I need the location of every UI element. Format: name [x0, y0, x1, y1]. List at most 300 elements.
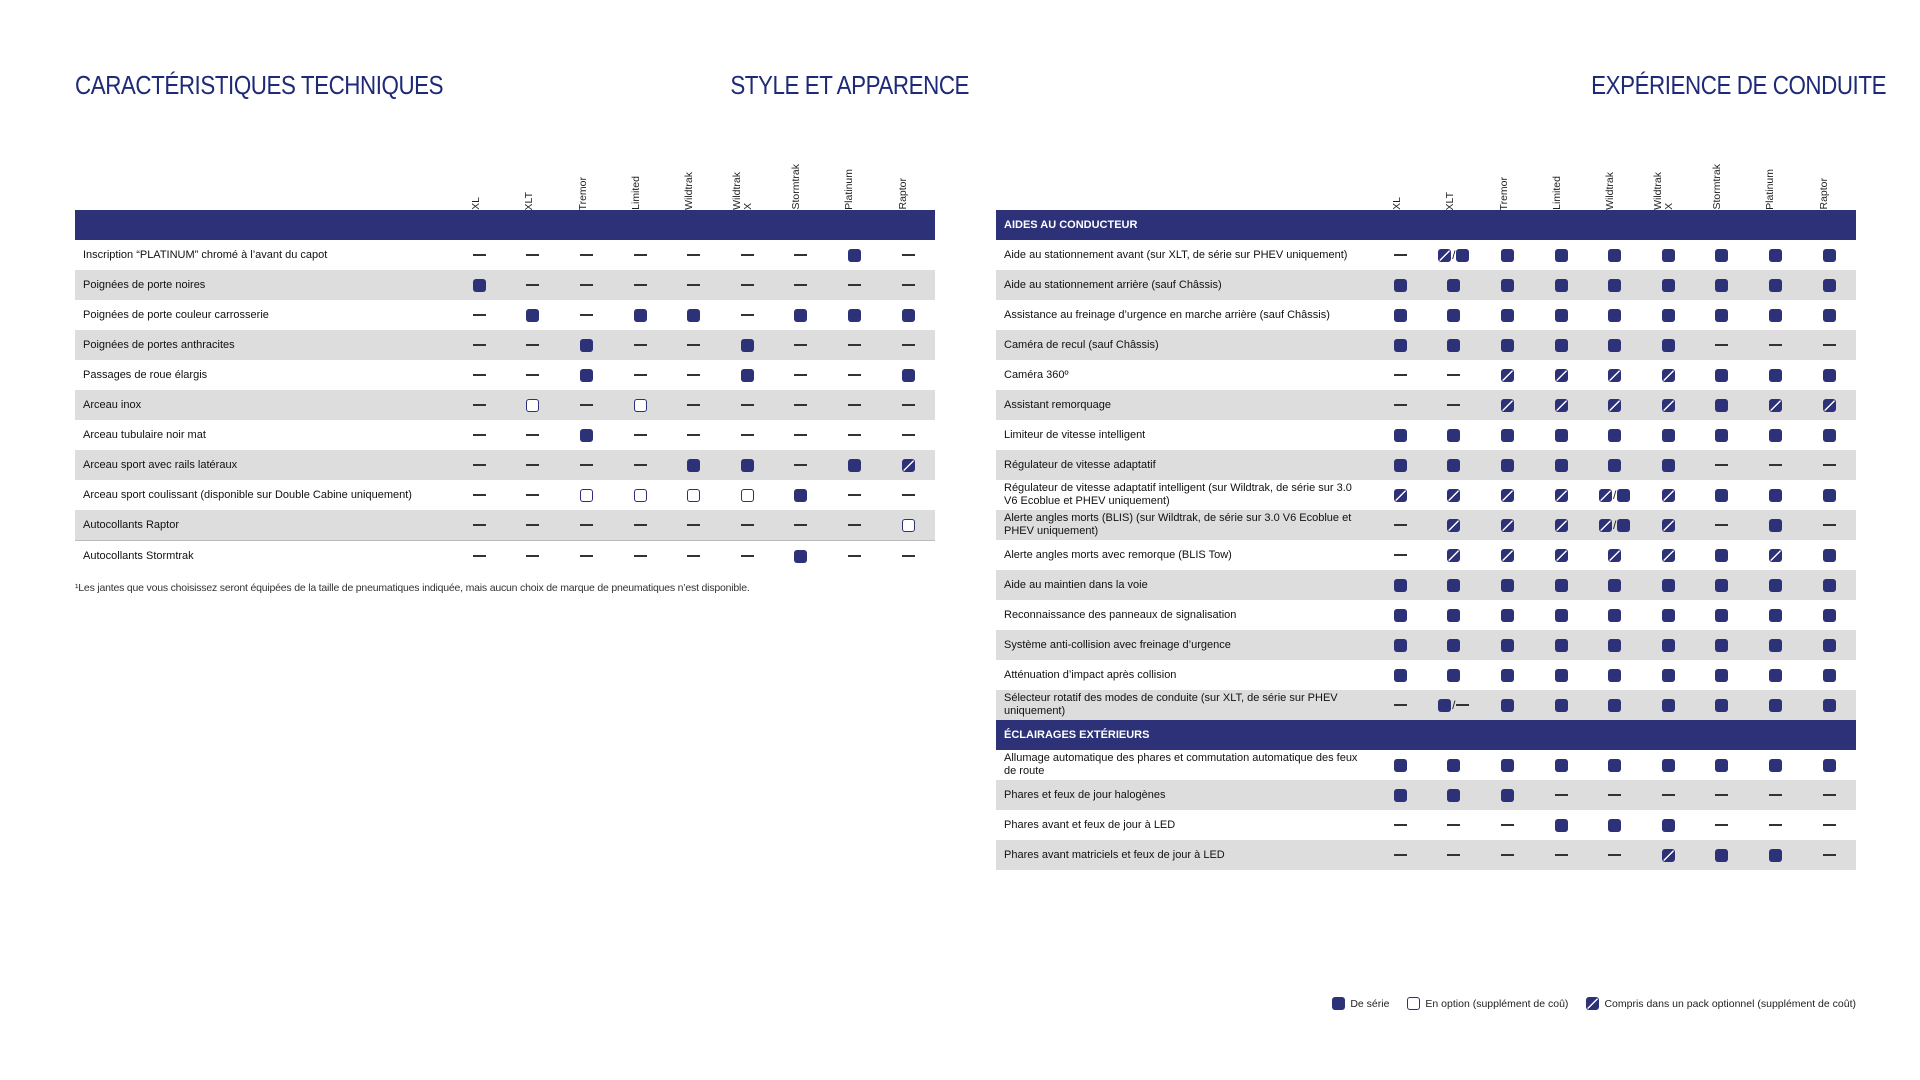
row-label: Poignées de portes anthracites	[75, 330, 452, 360]
not-available-icon	[1715, 794, 1728, 796]
availability-cell	[1534, 810, 1588, 840]
availability-cell	[1802, 390, 1856, 420]
not-available-icon	[848, 374, 861, 376]
not-available-icon	[741, 434, 754, 436]
table-row	[996, 780, 1856, 810]
availability-cell	[560, 300, 614, 330]
standard-icon	[902, 369, 915, 382]
availability-cell	[881, 390, 935, 420]
table-row	[75, 480, 935, 510]
availability-cell	[1641, 570, 1695, 600]
column-header-label: Wildtrak	[1604, 172, 1617, 210]
not-available-icon	[687, 524, 700, 526]
pack-icon	[1501, 399, 1514, 412]
standard-icon	[1823, 249, 1836, 262]
availability-cell	[1481, 690, 1535, 720]
availability-cell	[828, 510, 882, 541]
not-available-icon	[634, 284, 647, 286]
standard-icon	[1501, 249, 1514, 262]
availability-cell	[1427, 750, 1481, 780]
availability-cell	[1534, 270, 1588, 300]
column-header-label: Tremor	[1497, 176, 1510, 210]
not-available-icon	[848, 404, 861, 406]
pack-icon	[902, 459, 915, 472]
column-header-label: Tremor	[576, 176, 589, 210]
not-available-icon	[580, 314, 593, 316]
availability-cell	[506, 330, 560, 360]
standard-icon	[1715, 399, 1728, 412]
availability-cell	[1695, 390, 1749, 420]
availability-cell	[881, 240, 935, 270]
not-available-icon	[687, 254, 700, 256]
standard-icon	[741, 339, 754, 352]
not-available-icon	[1769, 464, 1782, 466]
standard-icon	[1823, 699, 1836, 712]
pack-icon	[1823, 399, 1836, 412]
column-header	[823, 150, 876, 210]
availability-cell	[1427, 300, 1481, 330]
not-available-icon	[848, 555, 861, 557]
availability-cell	[1802, 510, 1856, 540]
availability-cell	[1534, 780, 1588, 810]
availability-cell	[1373, 600, 1427, 630]
standard-icon	[1501, 789, 1514, 802]
not-available-icon	[526, 284, 539, 286]
availability-cell	[1695, 630, 1749, 660]
table-row	[996, 300, 1856, 330]
availability-cell	[828, 450, 882, 480]
availability-cell	[1641, 240, 1695, 270]
standard-icon	[1662, 429, 1675, 442]
not-available-icon	[848, 284, 861, 286]
availability-cell	[1749, 840, 1803, 870]
availability-cell	[720, 270, 774, 300]
availability-cell	[774, 270, 828, 300]
availability-cell	[1641, 360, 1695, 390]
standard-icon	[526, 309, 539, 322]
not-available-icon	[1823, 524, 1836, 526]
not-available-icon	[1394, 704, 1407, 706]
section-header	[75, 210, 935, 240]
availability-cell	[613, 330, 667, 360]
row-label: Atténuation d’impact après collision	[996, 660, 1373, 690]
pack-icon	[1608, 549, 1621, 562]
availability-cell	[1641, 330, 1695, 360]
standard-icon	[1394, 789, 1407, 802]
availability-cell	[1641, 810, 1695, 840]
column-header-label: Wildtrak X	[1652, 172, 1676, 210]
not-available-icon	[848, 434, 861, 436]
not-available-icon	[580, 524, 593, 526]
availability-cell	[720, 420, 774, 450]
not-available-icon	[848, 494, 861, 496]
column-header	[717, 150, 770, 210]
not-available-icon	[687, 344, 700, 346]
option-icon	[1407, 997, 1420, 1010]
availability-cell	[774, 360, 828, 390]
not-available-icon	[473, 254, 486, 256]
availability-cell	[1749, 300, 1803, 330]
not-available-icon	[1447, 374, 1460, 376]
availability-cell	[1749, 540, 1803, 570]
availability-cell	[1749, 360, 1803, 390]
availability-cell	[828, 240, 882, 270]
availability-cell	[506, 240, 560, 270]
table-row	[75, 240, 935, 270]
not-available-icon	[634, 254, 647, 256]
row-label: Limiteur de vitesse intelligent	[996, 420, 1373, 450]
pack-icon	[1555, 519, 1568, 532]
standard-icon	[1555, 279, 1568, 292]
pack-icon	[1501, 369, 1514, 382]
standard-icon	[1608, 579, 1621, 592]
availability-cell	[774, 240, 828, 270]
availability-cell	[506, 300, 560, 330]
availability-cell	[881, 450, 935, 480]
standard-icon	[1662, 609, 1675, 622]
not-available-icon	[526, 254, 539, 256]
availability-cell	[1749, 450, 1803, 480]
availability-cell	[1695, 690, 1749, 720]
column-header	[1531, 150, 1584, 210]
standard-icon	[1555, 669, 1568, 682]
availability-cell	[828, 480, 882, 510]
not-available-icon	[1823, 464, 1836, 466]
standard-icon	[1447, 669, 1460, 682]
table-row	[996, 390, 1856, 420]
availability-cell	[613, 420, 667, 450]
standard-icon	[1823, 309, 1836, 322]
page-title-technical: CARACTÉRISTIQUES TECHNIQUES	[75, 70, 444, 100]
availability-cell	[667, 390, 721, 420]
standard-icon	[1555, 429, 1568, 442]
standard-icon	[1662, 249, 1675, 262]
standard-icon	[1769, 369, 1782, 382]
availability-cell	[1373, 300, 1427, 330]
option-icon	[526, 399, 539, 412]
not-available-icon	[526, 344, 539, 346]
availability-cell	[881, 360, 935, 390]
pack-icon	[1662, 369, 1675, 382]
availability-cell	[452, 300, 506, 330]
availability-cell	[1641, 660, 1695, 690]
availability-cell	[560, 450, 614, 480]
availability-cell	[828, 541, 882, 572]
section-header	[996, 720, 1856, 750]
standard-icon	[1608, 429, 1621, 442]
row-label: Aide au maintien dans la voie	[996, 570, 1373, 600]
column-header	[503, 150, 556, 210]
style-table	[75, 210, 935, 571]
availability-cell	[1749, 510, 1803, 540]
availability-cell	[1588, 690, 1642, 720]
column-header	[663, 150, 716, 210]
standard-icon	[1823, 369, 1836, 382]
standard-icon	[1662, 669, 1675, 682]
availability-cell	[1481, 780, 1535, 810]
not-available-icon	[634, 344, 647, 346]
availability-cell	[667, 450, 721, 480]
not-available-icon	[526, 494, 539, 496]
availability-cell	[1749, 780, 1803, 810]
availability-cell	[1695, 240, 1749, 270]
row-label: Caméra de recul (sauf Châssis)	[996, 330, 1373, 360]
not-available-icon	[526, 434, 539, 436]
not-available-icon	[1394, 254, 1407, 256]
not-available-icon	[902, 555, 915, 557]
not-available-icon	[794, 374, 807, 376]
availability-cell	[452, 270, 506, 300]
not-available-icon	[794, 524, 807, 526]
column-header	[450, 150, 503, 210]
availability-cell	[560, 330, 614, 360]
pack-icon	[1501, 549, 1514, 562]
table-row	[75, 300, 935, 330]
availability-cell	[1588, 480, 1642, 510]
not-available-icon	[473, 494, 486, 496]
availability-cell	[1641, 780, 1695, 810]
availability-cell	[1534, 390, 1588, 420]
column-header	[1424, 150, 1477, 210]
standard-icon	[1823, 669, 1836, 682]
standard-icon	[1394, 669, 1407, 682]
availability-cell	[720, 510, 774, 541]
availability-cell	[613, 360, 667, 390]
standard-icon	[1456, 249, 1469, 262]
availability-cell	[1427, 330, 1481, 360]
not-available-icon	[741, 555, 754, 557]
standard-icon	[1715, 429, 1728, 442]
standard-icon	[580, 339, 593, 352]
not-available-icon	[1555, 794, 1568, 796]
availability-cell	[881, 541, 935, 572]
availability-cell	[506, 270, 560, 300]
pack-icon	[1599, 489, 1612, 502]
availability-cell	[1588, 570, 1642, 600]
not-available-icon	[1394, 524, 1407, 526]
not-available-icon	[741, 284, 754, 286]
not-available-icon	[1447, 404, 1460, 406]
not-available-icon	[1823, 794, 1836, 796]
availability-cell	[613, 390, 667, 420]
standard-icon	[741, 459, 754, 472]
availability-cell	[1427, 360, 1481, 390]
pack-icon	[1447, 489, 1460, 502]
standard-icon	[1447, 309, 1460, 322]
row-label: Phares avant et feux de jour à LED	[996, 810, 1373, 840]
standard-icon	[1555, 609, 1568, 622]
availability-cell	[1481, 750, 1535, 780]
availability-cell	[1427, 570, 1481, 600]
availability-cell	[1373, 420, 1427, 450]
pack-icon	[1555, 399, 1568, 412]
not-available-icon	[794, 254, 807, 256]
standard-icon	[1608, 249, 1621, 262]
standard-icon	[848, 309, 861, 322]
option-icon	[580, 489, 593, 502]
not-available-icon	[580, 464, 593, 466]
standard-icon	[1715, 249, 1728, 262]
standard-icon	[1662, 819, 1675, 832]
table-row	[996, 450, 1856, 480]
availability-cell	[1695, 270, 1749, 300]
not-available-icon	[902, 434, 915, 436]
table-row	[75, 270, 935, 300]
not-available-icon	[1501, 854, 1514, 856]
availability-cell	[1373, 330, 1427, 360]
column-header	[876, 150, 929, 210]
availability-cell	[1749, 420, 1803, 450]
availability-cell	[1534, 660, 1588, 690]
availability-cell	[1802, 270, 1856, 300]
standard-icon	[1823, 759, 1836, 772]
availability-cell	[720, 450, 774, 480]
not-available-icon	[687, 434, 700, 436]
standard-icon	[1447, 759, 1460, 772]
availability-cell	[828, 390, 882, 420]
availability-cell	[720, 330, 774, 360]
availability-cell	[1749, 570, 1803, 600]
availability-cell	[1481, 360, 1535, 390]
availability-cell	[1481, 810, 1535, 840]
availability-cell	[1481, 840, 1535, 870]
standard-icon	[848, 249, 861, 262]
standard-icon	[1769, 849, 1782, 862]
availability-cell	[560, 541, 614, 572]
column-header-label: Stormtrak	[1710, 164, 1723, 210]
availability-cell	[1373, 840, 1427, 870]
standard-icon	[1662, 699, 1675, 712]
availability-cell	[1481, 480, 1535, 510]
availability-cell	[1588, 840, 1642, 870]
availability-cell	[506, 510, 560, 541]
not-available-icon	[580, 254, 593, 256]
row-label: Poignées de porte noires	[75, 270, 452, 300]
section-title-driving: EXPÉRIENCE DE CONDUITE	[1591, 70, 1887, 100]
row-label: Arceau tubulaire noir mat	[75, 420, 452, 450]
availability-cell	[1427, 450, 1481, 480]
standard-icon	[1394, 429, 1407, 442]
standard-icon	[1438, 699, 1451, 712]
standard-icon	[580, 429, 593, 442]
table-row	[75, 510, 935, 541]
standard-icon	[1715, 579, 1728, 592]
not-available-icon	[634, 464, 647, 466]
row-label: Assistant remorquage	[996, 390, 1373, 420]
standard-icon	[1447, 609, 1460, 622]
section-title: ÉCLAIRAGES EXTÉRIEURS	[996, 720, 1856, 750]
not-available-icon	[634, 434, 647, 436]
standard-icon	[1447, 579, 1460, 592]
standard-icon	[1662, 759, 1675, 772]
availability-cell	[1427, 780, 1481, 810]
availability-cell	[613, 270, 667, 300]
availability-cell	[1373, 810, 1427, 840]
standard-icon	[1715, 489, 1728, 502]
standard-icon	[1769, 759, 1782, 772]
not-available-icon	[1823, 824, 1836, 826]
availability-cell	[667, 300, 721, 330]
table-row	[996, 360, 1856, 390]
pack-icon	[1447, 519, 1460, 532]
availability-cell	[506, 420, 560, 450]
availability-cell	[828, 270, 882, 300]
row-label: Aide au stationnement arrière (sauf Châssis)	[996, 270, 1373, 300]
standard-icon	[1662, 339, 1675, 352]
availability-cell	[881, 270, 935, 300]
availability-cell	[1588, 360, 1642, 390]
availability-cell	[1641, 600, 1695, 630]
availability-cell	[560, 390, 614, 420]
standard-icon	[634, 309, 647, 322]
not-available-icon	[634, 524, 647, 526]
availability-cell	[828, 420, 882, 450]
standard-icon	[794, 489, 807, 502]
option-icon	[634, 489, 647, 502]
availability-cell	[828, 330, 882, 360]
availability-cell	[774, 420, 828, 450]
standard-icon	[1555, 339, 1568, 352]
availability-cell	[1588, 630, 1642, 660]
standard-icon	[1555, 309, 1568, 322]
standard-icon	[1394, 279, 1407, 292]
table-row	[996, 660, 1856, 690]
availability-cell	[452, 240, 506, 270]
pack-icon	[1769, 399, 1782, 412]
column-header	[610, 150, 663, 210]
availability-cell	[506, 480, 560, 510]
row-label: Inscription “PLATINUM” chromé à l’avant du capot	[75, 240, 452, 270]
availability-cell	[1481, 570, 1535, 600]
not-available-icon	[848, 524, 861, 526]
availability-cell	[452, 360, 506, 390]
availability-cell	[774, 541, 828, 572]
availability-cell	[1641, 690, 1695, 720]
row-label: Régulateur de vitesse adaptatif intelligent (sur Wildtrak, de série sur 3.0 V6 Ecoblue et PHEV uniquement)	[996, 480, 1373, 510]
option-icon	[741, 489, 754, 502]
standard-icon	[848, 459, 861, 472]
column-header-label: XL	[470, 197, 483, 210]
row-label: Système anti-collision avec freinage d’urgence	[996, 630, 1373, 660]
pack-icon	[1501, 519, 1514, 532]
availability-cell	[1481, 390, 1535, 420]
column-header	[1584, 150, 1637, 210]
standard-icon	[741, 369, 754, 382]
standard-icon	[1662, 309, 1675, 322]
standard-icon	[1769, 609, 1782, 622]
availability-cell	[1481, 600, 1535, 630]
availability-cell	[1373, 630, 1427, 660]
availability-cell	[1534, 240, 1588, 270]
availability-cell	[774, 390, 828, 420]
pack-icon	[1555, 549, 1568, 562]
standard-icon	[1555, 699, 1568, 712]
table-row	[996, 330, 1856, 360]
row-label: Phares avant matriciels et feux de jour à LED	[996, 840, 1373, 870]
row-label: Régulateur de vitesse adaptatif	[996, 450, 1373, 480]
availability-cell	[720, 480, 774, 510]
standard-icon	[1769, 279, 1782, 292]
availability-cell	[1588, 510, 1642, 540]
not-available-icon	[1715, 464, 1728, 466]
standard-icon	[1447, 639, 1460, 652]
column-header-label: XLT	[1444, 191, 1457, 210]
driving-panel	[996, 150, 1856, 870]
standard-icon	[1617, 519, 1630, 532]
availability-cell	[1588, 810, 1642, 840]
availability-cell	[1641, 630, 1695, 660]
not-available-icon	[741, 524, 754, 526]
